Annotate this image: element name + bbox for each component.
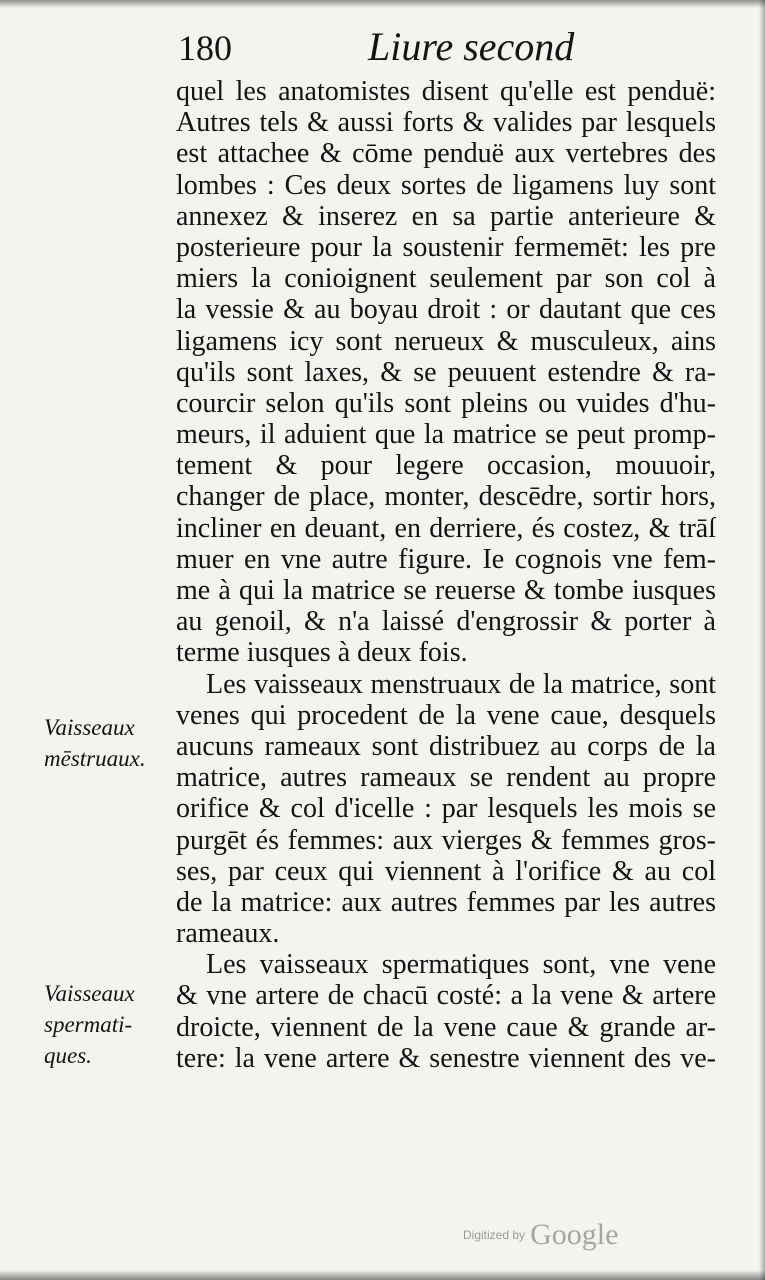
margin-note-spermatic — [44, 978, 172, 1072]
text-line: matrice, autres rameaux se rendent au propre — [176, 762, 716, 794]
text-line: quel les anatomistes disent qu'elle est penduë: — [176, 76, 716, 107]
text-line: la vessie & au boyau droit : or dautant que ces — [176, 294, 716, 326]
text-line: droicte, viennent de la vene caue & grande ar- — [176, 1011, 716, 1043]
page-header — [178, 22, 575, 72]
page-number: 180 — [178, 28, 232, 68]
text-line: posterieure pour la soustenir fermemēt: les pre — [176, 231, 716, 263]
running-title: Liure second — [368, 24, 575, 69]
text-line: aucuns rameaux sont distribuez au corps de la — [176, 730, 716, 762]
text-line: orifice & col d'icelle : par lesquels les mois se — [176, 793, 716, 825]
text-line: tere: la vene artere & senestre viennent des ve- — [176, 1042, 716, 1074]
text-line: meurs, il aduient que la matrice se peut promp- — [176, 419, 716, 451]
margin-note-line: Vaisseaux — [44, 715, 135, 740]
text-line: me à qui la matrice se reuerse & tombe iusques — [176, 575, 716, 606]
text-line: ses, par ceux qui viennent à l'orifice & au col — [176, 855, 716, 887]
text-line: annexez & inserez en sa partie anterieure & — [176, 200, 716, 232]
text-line: lombes : Ces deux sortes de ligamens luy sont — [176, 169, 716, 201]
margin-note-line: Vaisseaux — [44, 981, 135, 1006]
margin-note-line: spermati- — [44, 1012, 133, 1038]
text-line: purgēt és femmes: aux vierges & femmes gros- — [176, 824, 716, 856]
text-line: terme iusques à deux fois. — [176, 637, 468, 669]
text-line: incliner en deuant, en derriere, és costez, & trāſ — [176, 512, 716, 544]
text-line: miers la conioignent seulement par son col à — [176, 263, 716, 295]
scan-top-edge — [0, 0, 765, 8]
text-line: muer en vne autre figure. Ie cognois vne fem- — [176, 543, 716, 575]
scan-bottom-edge — [0, 1270, 765, 1280]
text-line: Les vaisseaux menstruaux de la matrice, sont — [206, 668, 716, 700]
text-line: tement & pour legere occasion, mouuoir, — [176, 450, 716, 482]
digitized-by-label: Digitized by — [463, 1228, 526, 1242]
text-line: Autres tels & aussi forts & valides par lesquels — [176, 107, 716, 139]
text-line: venes qui procedent de la vene caue, desquels — [176, 699, 716, 731]
body-text — [176, 76, 716, 1074]
text-line: ligamens icy sont nerueux & musculeux, ains — [176, 325, 716, 357]
text-line: au genoil, & n'a laissé d'engrossir & porter à — [176, 606, 716, 638]
text-line: & vne artere de chacū costé: a la vene & artere — [176, 980, 716, 1012]
margin-note-line: ques. — [44, 1043, 92, 1069]
google-watermark — [463, 1218, 643, 1258]
scan-right-edge — [759, 0, 765, 1280]
text-line: qu'ils sont laxes, & se peuuent estendre & ra- — [176, 356, 716, 388]
text-line: courcir selon qu'ils sont pleins ou vuides d'hu- — [176, 387, 716, 419]
margin-note-menstrual — [44, 712, 172, 774]
text-line: est attachee & cōme penduë aux vertebres des — [176, 138, 716, 170]
text-line: changer de place, monter, descēdre, sortir hors, — [176, 481, 716, 513]
text-line: de la matrice: aux autres femmes par les autres — [176, 886, 716, 918]
text-line: rameaux. — [176, 918, 280, 950]
text-line: Les vaisseaux spermatiques sont, vne vene — [206, 949, 716, 981]
margin-note-line: mēstruaux. — [44, 746, 146, 772]
google-logo: Google — [530, 1218, 619, 1251]
